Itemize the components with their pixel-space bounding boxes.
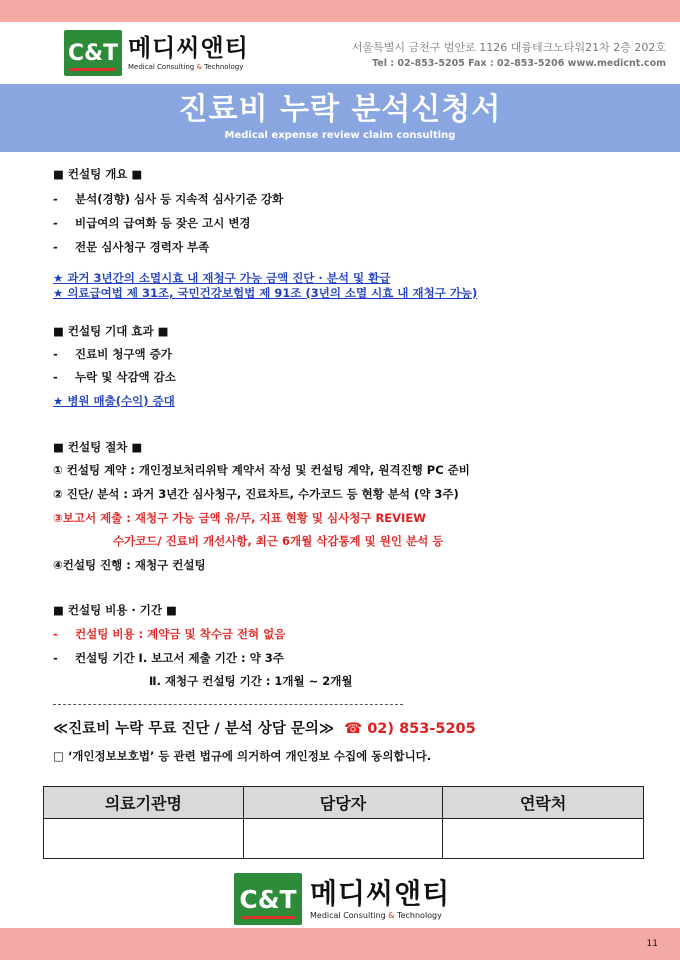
page-subtitle: Medical expense review claim consulting (224, 130, 456, 141)
logo-en-amp: & (388, 910, 395, 920)
logo-text (128, 34, 249, 72)
procedure-step-2: ② 진단/ 분석 : 과거 3년간 심사청구, 진료차트, 수가코드 등 현황 분석 (약 3주) (53, 487, 459, 501)
bullet-dash: - (53, 651, 58, 665)
logo-en-part2: Technology (394, 910, 442, 920)
bullet-dash: - (53, 347, 58, 361)
inquiry-line (53, 719, 476, 739)
logo-mark (234, 873, 302, 925)
header-contact: 연락처 (443, 787, 644, 819)
procedure-step-4: ④컨설팅 진행 : 재청구 컨설팅 (53, 558, 206, 572)
cost-period-1-text: 컨설팅 기간 Ⅰ. 보고서 제출 기간 : 약 3주 (75, 651, 284, 665)
top-color-band (0, 0, 680, 22)
dashed-divider (53, 704, 403, 705)
company-logo-top (64, 30, 249, 76)
logo-name-en (310, 910, 450, 921)
logo-name-ko: 메디씨앤티 (310, 876, 451, 910)
cost-period-2: Ⅱ. 재청구 컨설팅 기간 : 1개월 ~ 2개월 (149, 674, 353, 688)
institution-field[interactable] (44, 819, 244, 859)
header-manager: 담당자 (243, 787, 443, 819)
privacy-consent: □ ‘개인정보보호법’ 등 관련 법규에 의거하여 개인정보 수집에 동의합니다. (53, 749, 432, 763)
page-number: 11 (646, 939, 658, 949)
logo-en-part2: Technology (201, 63, 244, 71)
title-banner (0, 84, 680, 152)
cost-fee (53, 626, 285, 642)
overview-note: ★ 과거 3년간의 소멸시효 내 재청구 가능 금액 진단 · 분석 및 환급 (53, 271, 391, 285)
application-form-table (43, 786, 644, 859)
bullet-dash: - (53, 192, 58, 206)
logo-text (310, 878, 450, 921)
procedure-heading: ■ 컨설팅 절차 ■ (53, 440, 143, 454)
logo-name-ko: 메디씨앤티 (128, 34, 249, 62)
logo-name-en (128, 62, 249, 72)
manager-field[interactable] (243, 819, 443, 859)
bullet-dash: - (53, 370, 58, 384)
inquiry-phone: ☎ 02) 853-5205 (344, 721, 476, 737)
bullet-dash: - (53, 216, 58, 230)
inquiry-text: ≪진료비 누락 무료 진단 / 분석 상담 문의≫ (53, 721, 335, 737)
procedure-step-3-continued: 수가코드/ 진료비 개선사항, 최근 6개월 삭감통계 및 원인 분석 등 (113, 534, 444, 548)
effects-heading: ■ 컨설팅 기대 효과 ■ (53, 324, 169, 338)
procedure-step-1: ① 컨설팅 계약 : 개인정보처리위탁 계약서 작성 및 컨설팅 계약, 원격진행 PC 준비 (53, 463, 470, 477)
overview-item-text: 전문 심사청구 경력자 부족 (75, 240, 210, 254)
bullet-dash: - (53, 240, 58, 254)
bullet-dash: - (53, 627, 58, 641)
effects-item (53, 346, 172, 362)
logo-en-part1: Medical Consulting (310, 910, 389, 920)
overview-note: ★ 의료급여법 제 31조, 국민건강보험법 제 91조 (3년의 소멸 시효 내 재청구 가능) (53, 286, 478, 300)
cost-period-1 (53, 650, 284, 666)
effects-item-text: 진료비 청구액 증가 (75, 347, 172, 361)
logo-red-bar (70, 68, 116, 71)
page-title: 진료비 누락 분석신청서 (178, 92, 502, 127)
company-logo-bottom (234, 873, 450, 925)
logo-mark-text: C&T (239, 884, 297, 914)
logo-mark-text: C&T (67, 40, 119, 66)
overview-item-text: 분석(경향) 심사 등 지속적 심사기준 강화 (75, 192, 284, 206)
company-address: 서울특별시 금천구 범안로 1126 대륭테크노타워21차 2층 202호 (351, 41, 666, 54)
effects-note: ★ 병원 매출(수익) 증대 (53, 394, 175, 408)
cost-heading: ■ 컨설팅 비용 · 기간 ■ (53, 603, 177, 617)
overview-item-text: 비급여의 급여화 등 잦은 고시 변경 (75, 216, 251, 230)
contact-field[interactable] (443, 819, 644, 859)
header-institution: 의료기관명 (44, 787, 244, 819)
effects-item-text: 누락 및 삭감액 감소 (75, 370, 176, 384)
logo-mark (64, 30, 122, 76)
overview-item (53, 191, 283, 207)
effects-item (53, 369, 176, 385)
bottom-color-band (0, 928, 680, 960)
company-address-block (352, 40, 666, 71)
table-row (44, 819, 644, 859)
overview-item (53, 215, 251, 231)
logo-red-bar (241, 916, 295, 919)
overview-item (53, 239, 209, 255)
logo-en-part1: Medical Consulting (128, 63, 197, 71)
table-header-row (44, 787, 644, 819)
logo-en-amp: & (196, 63, 202, 71)
company-contact: Tel : 02-853-5205 Fax : 02-853-5206 www.medicnt.com (372, 58, 666, 69)
overview-heading: ■ 컨설팅 개요 ■ (53, 167, 143, 181)
cost-fee-text: 컨설팅 비용 : 계약금 및 착수금 전혀 없음 (75, 627, 286, 641)
procedure-step-3: ③보고서 제출 : 재청구 가능 금액 유/무, 지표 현황 및 심사청구 REVIEW (53, 511, 426, 525)
